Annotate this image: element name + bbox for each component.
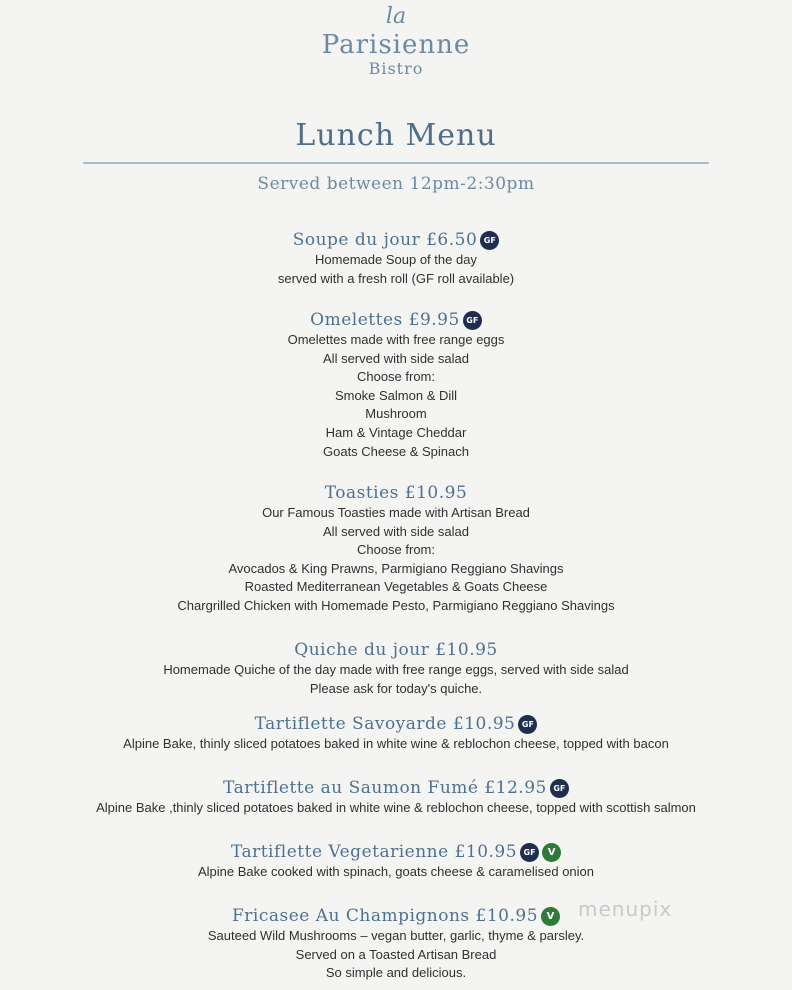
gf-badge-icon: GF [518,715,537,734]
menu-item-tartiflette-saumon [0,777,792,818]
item-desc: So simple and delicious. [325,965,467,981]
item-desc: Alpine Bake cooked with spinach, goats cheese & caramelised onion [197,864,595,879]
item-heading [0,905,792,927]
item-desc: Sauteed Wild Mushrooms – vegan butter, garlic, thyme & parsley. [207,928,585,943]
item-name: Tartiflette au Saumon Fumé £12.95 [223,778,547,798]
menu-item-tartiflette-savoyarde [0,713,792,754]
menu-item-omelettes [0,309,792,461]
gf-badge-icon: GF [480,231,499,250]
served-hours: Served between 12pm-2:30pm [257,174,535,194]
item-desc: Choose from: [356,369,436,385]
logo-name: Parisienne [321,30,471,60]
item-name: Tartiflette Vegetarienne £10.95 [230,842,518,862]
item-name: Quiche du jour £10.95 [294,640,498,660]
item-name: Fricasee Au Champignons £10.95 [231,906,539,926]
item-heading [0,309,792,331]
item-name: Toasties £10.95 [324,483,468,503]
logo-bistro: Bistro [368,59,424,78]
gf-badge-icon: GF [463,311,482,330]
logo [0,4,792,78]
item-name: Tartiflette Savoyarde £10.95 [254,714,516,734]
item-desc: Served on a Toasted Artisan Bread [295,946,497,962]
item-desc: Alpine Bake ,thinly sliced potatoes baked in white wine & reblochon cheese, topped with scottish salmon [96,800,696,815]
gf-badge-icon: GF [520,843,539,862]
item-desc: All served with side salad [323,523,469,539]
item-heading [0,639,792,661]
item-heading [0,841,792,863]
logo-la: la [385,4,407,29]
item-name: Omelettes £9.95 [310,310,460,330]
item-desc: Homemade Quiche of the day made with free range eggs, served with side salad [163,662,629,677]
item-desc: All served with side salad [323,350,469,366]
item-desc: Chargrilled Chicken with Homemade Pesto, Parmigiano Reggiano Shavings [177,597,615,613]
item-desc: Alpine Bake, thinly sliced potatoes baked in white wine & reblochon cheese, topped with bacon [123,736,669,751]
item-desc: Goats Cheese & Spinach [323,443,469,459]
menu-item-soupe [0,229,792,288]
item-heading [0,777,792,799]
title-divider [83,162,709,164]
item-heading [0,713,792,735]
item-heading [0,482,792,504]
item-heading [0,229,792,251]
menu-item-tartiflette-vegetarienne [0,841,792,882]
item-name: Soupe du jour £6.50 [292,230,478,250]
menu-title: Lunch Menu [295,118,497,153]
item-desc: Mushroom [365,406,427,422]
item-desc: Omelettes made with free range eggs [287,332,505,347]
menu-item-toasties [0,482,792,616]
item-desc: Please ask for today's quiche. [309,680,483,696]
item-desc: served with a fresh roll (GF roll available) [277,270,515,286]
item-desc: Smoke Salmon & Dill [334,387,458,403]
menu-item-quiche [0,639,792,698]
item-desc: Roasted Mediterranean Vegetables & Goats Cheese [244,579,548,595]
item-desc: Avocados & King Prawns, Parmigiano Reggiano Shavings [228,560,564,576]
item-desc: Our Famous Toasties made with Artisan Bread [262,505,530,520]
menu-item-fricasee [0,905,792,983]
item-desc: Homemade Soup of the day [315,252,477,267]
vegetarian-badge-icon: V [542,843,561,862]
item-desc: Choose from: [356,542,436,558]
gf-badge-icon: GF [550,779,569,798]
item-desc: Ham & Vintage Cheddar [325,424,467,440]
watermark: menupix [578,897,673,921]
vegetarian-badge-icon: V [541,907,560,926]
